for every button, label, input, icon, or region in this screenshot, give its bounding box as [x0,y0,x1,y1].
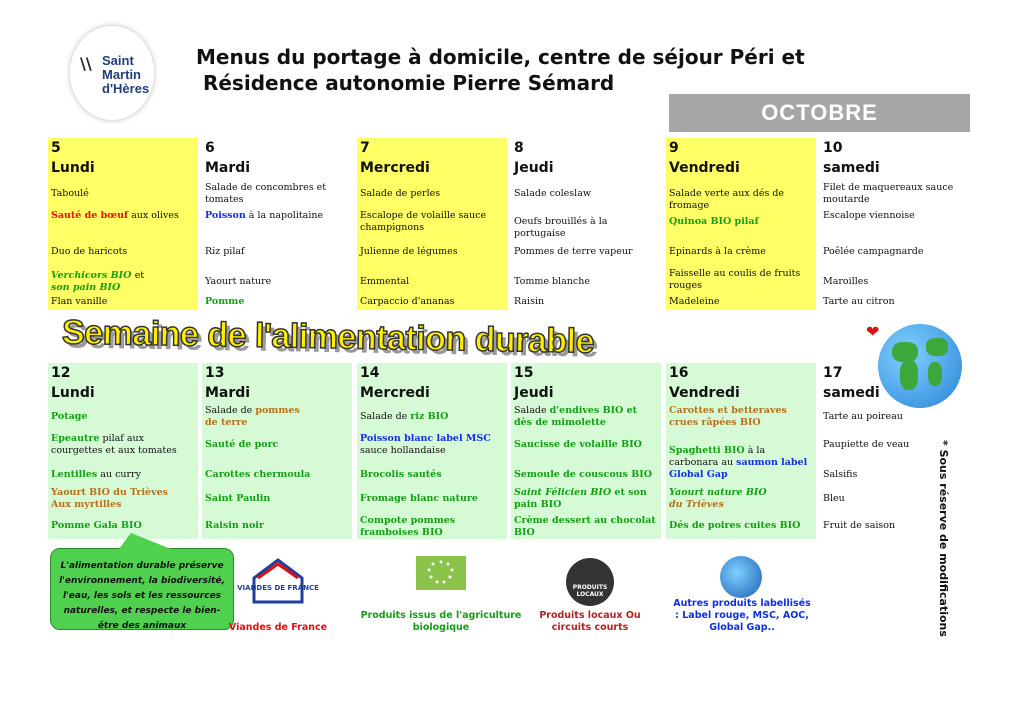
viandes-de-france-logo [237,556,319,610]
logo-mark-icon: \\ [80,54,92,73]
menu-side: Brocolis sautés [360,469,442,480]
menu-starter: Salade de concombres et tomates [205,182,327,205]
day-number: 14 [360,365,380,381]
day-name: Vendredi [669,160,740,176]
menu-cheese: Emmental [360,276,410,287]
menu-cheese: Fromage blanc nature [360,493,478,504]
menu-dessert: Pomme Gala BIO [51,520,142,531]
menu-starter: Salade verte aux dés de fromage [669,188,785,211]
day-column-10 [820,138,970,310]
day-column-8 [511,138,661,310]
day-number: 8 [514,140,524,156]
day-name: samedi [823,160,880,176]
page-title [196,44,805,96]
day-name: Mardi [205,160,251,176]
menu-starter: Salade de perles [360,188,441,199]
menu-starter: Taboulé [51,188,89,199]
label-organic: Produits issus de l'agriculture biologique [360,610,522,633]
menu-dessert: Tarte au citron [823,296,895,307]
menu-cheese: Verchicors BIO et son pain BIO [51,270,145,293]
menu-cheese: Yaourt nature BIO du Trièves [669,487,767,510]
day-column-12 [48,363,198,539]
menu-dessert: Dés de poires cuites BIO [669,520,801,531]
day-name: Lundi [51,385,95,401]
day-column-14 [357,363,507,539]
local-logo-text: PRODUITS LOCAUX [572,584,608,598]
month-header: OCTOBRE [669,94,970,132]
menu-side: Riz pilaf [205,246,245,257]
day-column-13 [202,363,352,539]
menu-main: Spaghetti BIO à la carbonara au saumon label Global Gap [669,445,808,480]
labels-globe-icon [720,556,762,598]
menu-cheese: Yaourt BIO du Trièves Aux myrtilles [51,487,169,510]
menu-dessert: Pomme [205,296,245,307]
menu-main: Oeufs brouillés à la portugaise [514,216,608,239]
menu-starter: Salade coleslaw [514,188,592,199]
day-name: Jeudi [514,385,554,401]
menu-starter: Salade d'endives BIO et dès de mimolette [514,405,638,428]
vdf-logo-text: VIANDES DE FRANCE [237,584,319,592]
local-products-logo [566,558,614,606]
day-number: 6 [205,140,215,156]
reserve-note: * Sous réserve de modifications [937,440,950,637]
menu-side: Pommes de terre vapeur [514,246,633,257]
menu-dessert: Madeleine [669,296,720,307]
day-column-9 [666,138,816,310]
menu-side: Lentilles au curry [51,469,141,480]
title-line1: Menus du portage à domicile, centre de séjour Péri et [196,45,805,69]
day-name: samedi [823,385,880,401]
menu-starter: Salade de riz BIO [360,411,449,422]
bubble-text: L'alimentation durable préserve l'environnement, la biodiversité, l'eau, les sols et les ressources naturelles, et respecte le bien-être des animaux [59,561,225,631]
day-column-6 [202,138,352,310]
eu-organic-logo [416,556,466,590]
day-number: 13 [205,365,225,381]
menu-side: Poêlée campagnarde [823,246,924,257]
menu-starter: Potage [51,411,88,422]
city-logo [70,26,154,120]
menu-main: Epeautre pilaf aux courgettes et aux tomates [51,433,177,456]
menu-dessert: Raisin [514,296,545,307]
menu-cheese: Bleu [823,493,845,504]
day-number: 9 [669,140,679,156]
day-number: 7 [360,140,370,156]
menu-cheese: Faisselle au coulis de fruits rouges [669,268,801,291]
menu-starter: Tarte au poireau [823,411,903,422]
day-name: Jeudi [514,160,554,176]
menu-side: Salsifis [823,469,858,480]
label-viandes-de-france: Viandes de France [228,622,328,633]
label-other: Autres produits labellisés : Label rouge, MSC, AOC, Global Gap.. [673,598,811,633]
menu-main: Quinoa BIO pilaf [669,216,759,227]
menu-main: Sauté de porc [205,439,279,450]
logo-text: Saint Martin d'Hères [102,53,150,96]
menu-main: Escalope de volaille sauce champignons [360,210,487,233]
menu-dessert: Flan vanille [51,296,108,307]
menu-starter: Filet de maquereaux sauce moutarde [823,182,954,205]
menu-side: Semoule de couscous BIO [514,469,652,480]
label-local: Produits locaux Ou circuits courts [539,610,641,633]
menu-cheese: Maroilles [823,276,869,287]
day-number: 12 [51,365,71,381]
menu-side: Julienne de légumes [360,246,458,257]
day-number: 5 [51,140,61,156]
menu-dessert: Compote pommes framboises BIO [360,515,456,538]
banner-title: Semaine de l'alimentation durable [61,313,595,361]
menu-cheese: Saint Paulin [205,493,271,504]
menu-side: Duo de haricots [51,246,128,257]
menu-main: Paupiette de veau [823,439,910,450]
menu-main: Sauté de bœuf aux olives [51,210,179,221]
day-name: Mercredi [360,160,430,176]
menu-starter: Salade de pommes de terre [205,405,300,428]
day-name: Lundi [51,160,95,176]
day-number: 15 [514,365,534,381]
day-number: 10 [823,140,843,156]
day-column-16 [666,363,816,539]
menu-dessert: Crème dessert au chocolat BIO [514,515,656,538]
day-number: 17 [823,365,843,381]
menu-main: Escalope viennoise [823,210,915,221]
day-column-5 [48,138,198,310]
menu-dessert: Raisin noir [205,520,264,531]
menu-cheese: Saint Félicien BIO et son pain BIO [514,487,647,510]
menu-starter: Carottes et betteraves crues râpées BIO [669,405,787,428]
menu-main: Poisson blanc label MSC sauce hollandaise [360,433,491,456]
menu-cheese: Yaourt nature [205,276,272,287]
heart-icon: ❤ [866,322,880,341]
info-bubble [50,548,234,630]
day-name: Mardi [205,385,251,401]
menu-side: Carottes chermoula [205,469,311,480]
menu-main: Poisson à la napolitaine [205,210,324,221]
menu-cheese: Tomme blanche [514,276,590,287]
day-number: 16 [669,365,689,381]
title-line2: Résidence autonomie Pierre Sémard [196,71,615,95]
menu-main: Saucisse de volaille BIO [514,439,642,450]
menu-dessert: Carpaccio d'ananas [360,296,455,307]
day-name: Mercredi [360,385,430,401]
menu-dessert: Fruit de saison [823,520,896,531]
menu-side: Epinards à la crème [669,246,766,257]
day-name: Vendredi [669,385,740,401]
day-column-15 [511,363,661,539]
day-column-7 [357,138,507,310]
